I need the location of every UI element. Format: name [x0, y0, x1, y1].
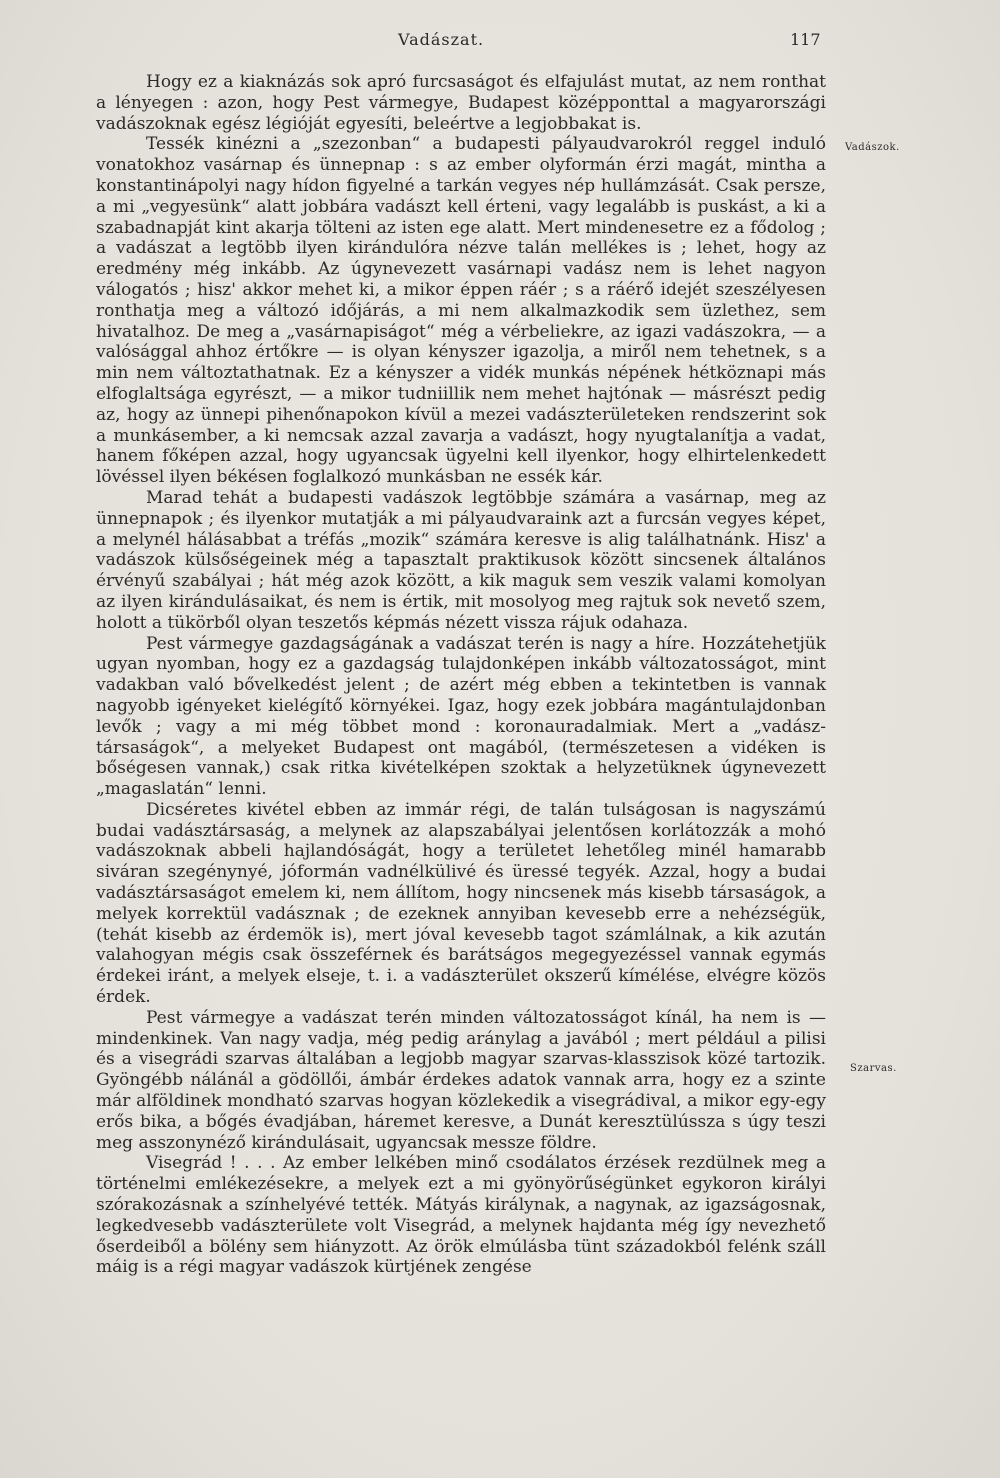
paragraph: Tessék kinézni a „szezonban“ a budapesti pályaudvarokról reggel induló vonatokhoz vasárnap és ünnepnap : s az ember olyformán érzi magát, mintha a konstantinápolyi nagy hídon figyelné a tarkán vegyes nép hullámzását. Csak persze, a mi „vegyesünk“ alatt jobbára vadászt kell érteni, vagy legalább is puskást, a ki a szabadnapját kint akarja tölteni az isten ege alatt. Mert mindenesetre ez a fődolog ; a vadászat a legtöbb ilyen kirándulóra nézve talán mellékes is ; lehet, hogy az eredmény még inkább. Az úgynevezett vasárnapi vadász nem is lehet nagyon válogatós ; hisz' akkor mehet ki, a mikor éppen ráér ; s a ráérő idejét szeszélyesen ronthatja meg a változó időjárás, a mi nem alkalmazkodik sem üzlethez, sem hivatalhoz. De meg a „vasárnapiságot“ még a vérbeliekre, az igazi vadászokra, — a valósággal ahhoz értőkre — is olyan kényszer igazolja, a miről nem tehetnek, s a min nem változtathatnak. Ez a kényszer a vidék munkás népének hétköznapi más elfoglaltsága egyrészt, — a mikor tudniillik nem mehet hajtónak — másrészt pedig az, hogy az ünnepi pihenőnapokon kívül a mezei vadászterületeken rendszerint sok a munkásember, a ki nemcsak azzal zavarja a vadászt, hogy nyugtalanítja a vadat, hanem főképen azzal, hogy ugyancsak ügyelni kell ilyenkor, hogy elhirtelenkedett lövéssel ilyen békésen foglalkozó munkásban ne essék kár.	[96, 134, 826, 488]
paragraph: Dicséretes kivétel ebben az immár régi, de talán tulságosan is nagyszámú budai vadásztársaság, a melynek az alapszabályai jelentősen korlátozzák a mohó vadászoknak abbeli hajlandóságát, hogy a területet lehetőleg minél hamarabb siváran szegénynyé, jóformán vadnélkülivé és üressé tegyék. Azzal, hogy a budai vadásztársaságot emelem ki, nem állítom, hogy nincsenek más kisebb társaságok, a melyek korrektül vadásznak ; de ezeknek annyiban kevesebb erre a nehézségük, (tehát kisebb az érdemök is), mert jóval kevesebb tagot számlálnak, a kik azután valahogyan mégis csak összeférnek és barátságos megegyezéssel vannak egymás érdekei iránt, a melyek elseje, t. i. a vadászterület okszerű kímélése, elvégre közös érdek.	[96, 799, 826, 1008]
running-head	[0, 30, 1000, 54]
running-title: Vadászat.	[398, 30, 485, 49]
page-number: 117	[790, 30, 821, 49]
paragraph: Pest vármegye gazdagságának a vadászat terén is nagy a híre. Hozzátehetjük ugyan nyomban, hogy ez a gazdagság tulajdonképen inkább változatosságot, mint vadakban való bővelkedést jelent ; de azért még ebben a tekintetben is vannak nagyobb igényeket kielégítő környékei. Igaz, hogy ezek jobbára magántulajdonban levők ; vagy a mi még többet mond : koronauradalmiak. Mert a „vadász-társaságok“, a melyeket Budapest ont magából, (természetesen a vidéken is bőségesen vannak,) csak ritka kivételképen szoktak a helyzetüknek úgynevezett „magaslatán“ lenni.	[96, 633, 826, 800]
paragraph: Marad tehát a budapesti vadászok legtöbbje számára a vasárnap, meg az ünnepnapok ; és ilyenkor mutatják a mi pályaudvaraink azt a furcsán vegyes képet, a melynél hálásabbat a tréfás „mozik“ számára keresve is alig találhatnánk. Hisz' a vadászok külsőségeinek még a tapasztalt praktikusok között sincsenek általános érvényű szabályai ; hát még azok között, a kik maguk sem veszik valami komolyan az ilyen kirándulásaikat, és nem is értik, mit mosolyog meg rajtuk sok nevető szem, holott a tükörből olyan teszetős képmás nézett vissza rájuk odahaza.	[96, 487, 826, 633]
margin-note-vadaszok: Vadászok.	[845, 142, 900, 153]
paragraph: Hogy ez a kiaknázás sok apró furcsaságot és elfajulást mutat, az nem ronthat a lényegen : azon, hogy Pest vármegye, Budapest középponttal a magyarországi vadászoknak egész légióját egyesíti, beleértve a legjobbakat is.	[96, 72, 826, 134]
margin-note-szarvas: Szarvas.	[850, 1063, 897, 1074]
paragraph: Visegrád ! . . . Az ember lelkében minő csodálatos érzések rezdülnek meg a történelmi emlékezésekre, a melyek ezt a mi gyönyörűségünket egykoron királyi szórakozásnak a színhelyévé tették. Mátyás királynak, a nagynak, az igazságosnak, legkedvesebb vadászterülete volt Visegrád, a melynek hajdanta még így nevezhető őserdeiből a bölény sem hiányzott. Az örök elmúlásba tünt századokból felénk száll máig is a régi magyar vadászok kürtjének zengése	[96, 1153, 826, 1278]
paragraph: Pest vármegye a vadászat terén minden változatosságot kínál, ha nem is — mindenkinek. Van nagy vadja, még pedig aránylag a javából ; mert például a pilisi és a visegrádi szarvas általában a legjobb magyar szarvas-klasszisok közé tartozik. Gyöngébb nálánál a gödöllői, ámbár érdekes adatok vannak arra, hogy ez a szinte már alföldinek mondható szarvas hogyan közlekedik a visegrádival, a mikor egy-egy erős bika, a bőgés évadjában, háremet keresve, a Dunát keresztülússza s úgy teszi meg asszonynéző kirándulásait, ugyancsak messze földre.	[96, 1007, 826, 1153]
body-text	[96, 72, 826, 1278]
